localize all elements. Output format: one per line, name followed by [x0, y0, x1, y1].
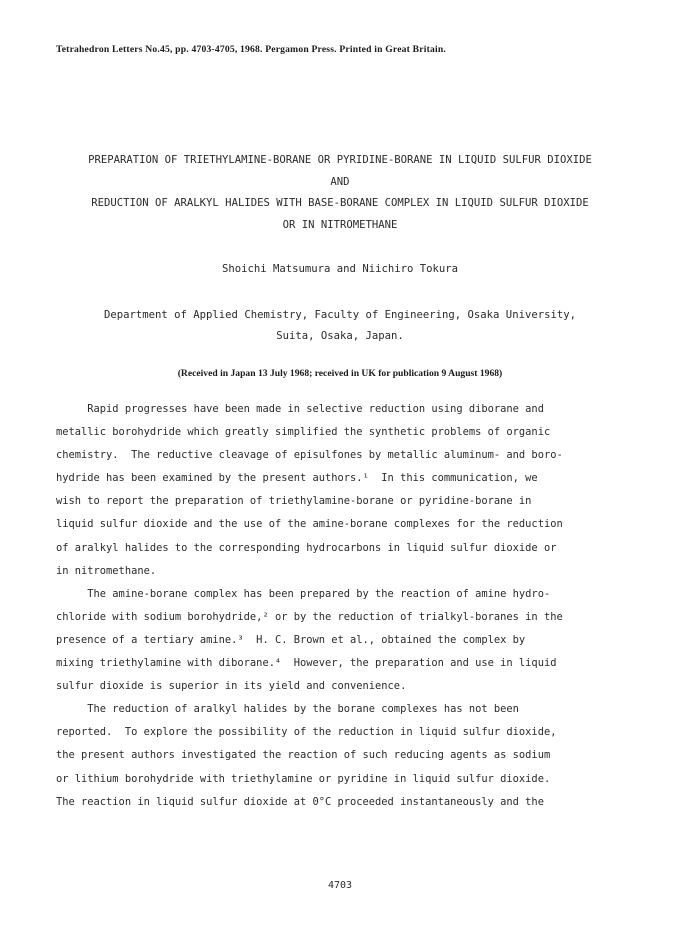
body-line: of aralkyl halides to the corresponding hydrocarbons in liquid sulfur dioxide or — [56, 541, 557, 554]
paragraph-1 — [56, 398, 636, 583]
title-line-2: AND — [330, 175, 350, 188]
paragraph-3 — [56, 698, 636, 813]
body-line: reported. To explore the possibility of the reduction in liquid sulfur dioxide, — [56, 726, 557, 739]
body-line: sulfur dioxide is superior in its yield and convenience. — [56, 680, 407, 693]
body-line: wish to report the preparation of triethylamine-borane or pyridine-borane in — [56, 495, 532, 508]
paragraph-2 — [56, 583, 636, 698]
body-line: The amine-borane complex has been prepared by the reaction of amine hydro- — [56, 587, 551, 600]
body-line: chloride with sodium borohydride,² or by the reduction of trialkyl-boranes in the — [56, 610, 563, 623]
authors: Shoichi Matsumura and Niichiro Tokura — [222, 263, 458, 275]
body-line: hydride has been examined by the present authors.¹ In this communication, we — [56, 472, 538, 485]
body-line: mixing triethylamine with diborane.⁴ However, the preparation and use in liquid — [56, 657, 557, 670]
body-line: liquid sulfur dioxide and the use of the amine-borane complexes for the reduction — [56, 518, 563, 531]
journal-header: Tetrahedron Letters No.45, pp. 4703-4705, 1968. Pergamon Press. Printed in Great Britain. — [56, 44, 446, 55]
article-body — [56, 398, 636, 814]
body-line: The reaction in liquid sulfur dioxide at 0°C proceeded instantaneously and the — [56, 795, 544, 808]
title-line-4: OR IN NITROMETHANE — [282, 218, 398, 231]
body-line: the present authors investigated the reaction of such reducing agents as sodium — [56, 749, 551, 762]
affiliation-line-2: Suita, Osaka, Japan. — [276, 330, 404, 342]
received-dates: (Received in Japan 13 July 1968; received in UK for publication 9 August 1968) — [177, 368, 503, 379]
body-line: in nitromethane. — [56, 564, 157, 577]
body-line: metallic borohydride which greatly simplified the synthetic problems of organic — [56, 426, 551, 439]
body-line: The reduction of aralkyl halides by the borane complexes has not been — [56, 703, 519, 716]
article-title — [20, 150, 660, 236]
body-line: presence of a tertiary amine.³ H. C. Brown et al., obtained the complex by — [56, 633, 526, 646]
title-line-3: REDUCTION OF ARALKYL HALIDES WITH BASE-BORANE COMPLEX IN LIQUID SULFUR DIOXIDE — [91, 197, 589, 209]
affiliation — [0, 305, 680, 347]
affiliation-line-1: Department of Applied Chemistry, Faculty of Engineering, Osaka University, — [104, 309, 576, 321]
page-number: 4703 — [327, 880, 353, 891]
body-line: chemistry. The reductive cleavage of episulfones by metallic aluminum- and boro- — [56, 449, 563, 462]
title-line-1: PREPARATION OF TRIETHYLAMINE-BORANE OR PYRIDINE-BORANE IN LIQUID SULFUR DIOXIDE — [88, 154, 592, 166]
body-line: or lithium borohydride with triethylamine or pyridine in liquid sulfur dioxide. — [56, 772, 551, 785]
body-line: Rapid progresses have been made in selective reduction using diborane and — [56, 403, 544, 415]
